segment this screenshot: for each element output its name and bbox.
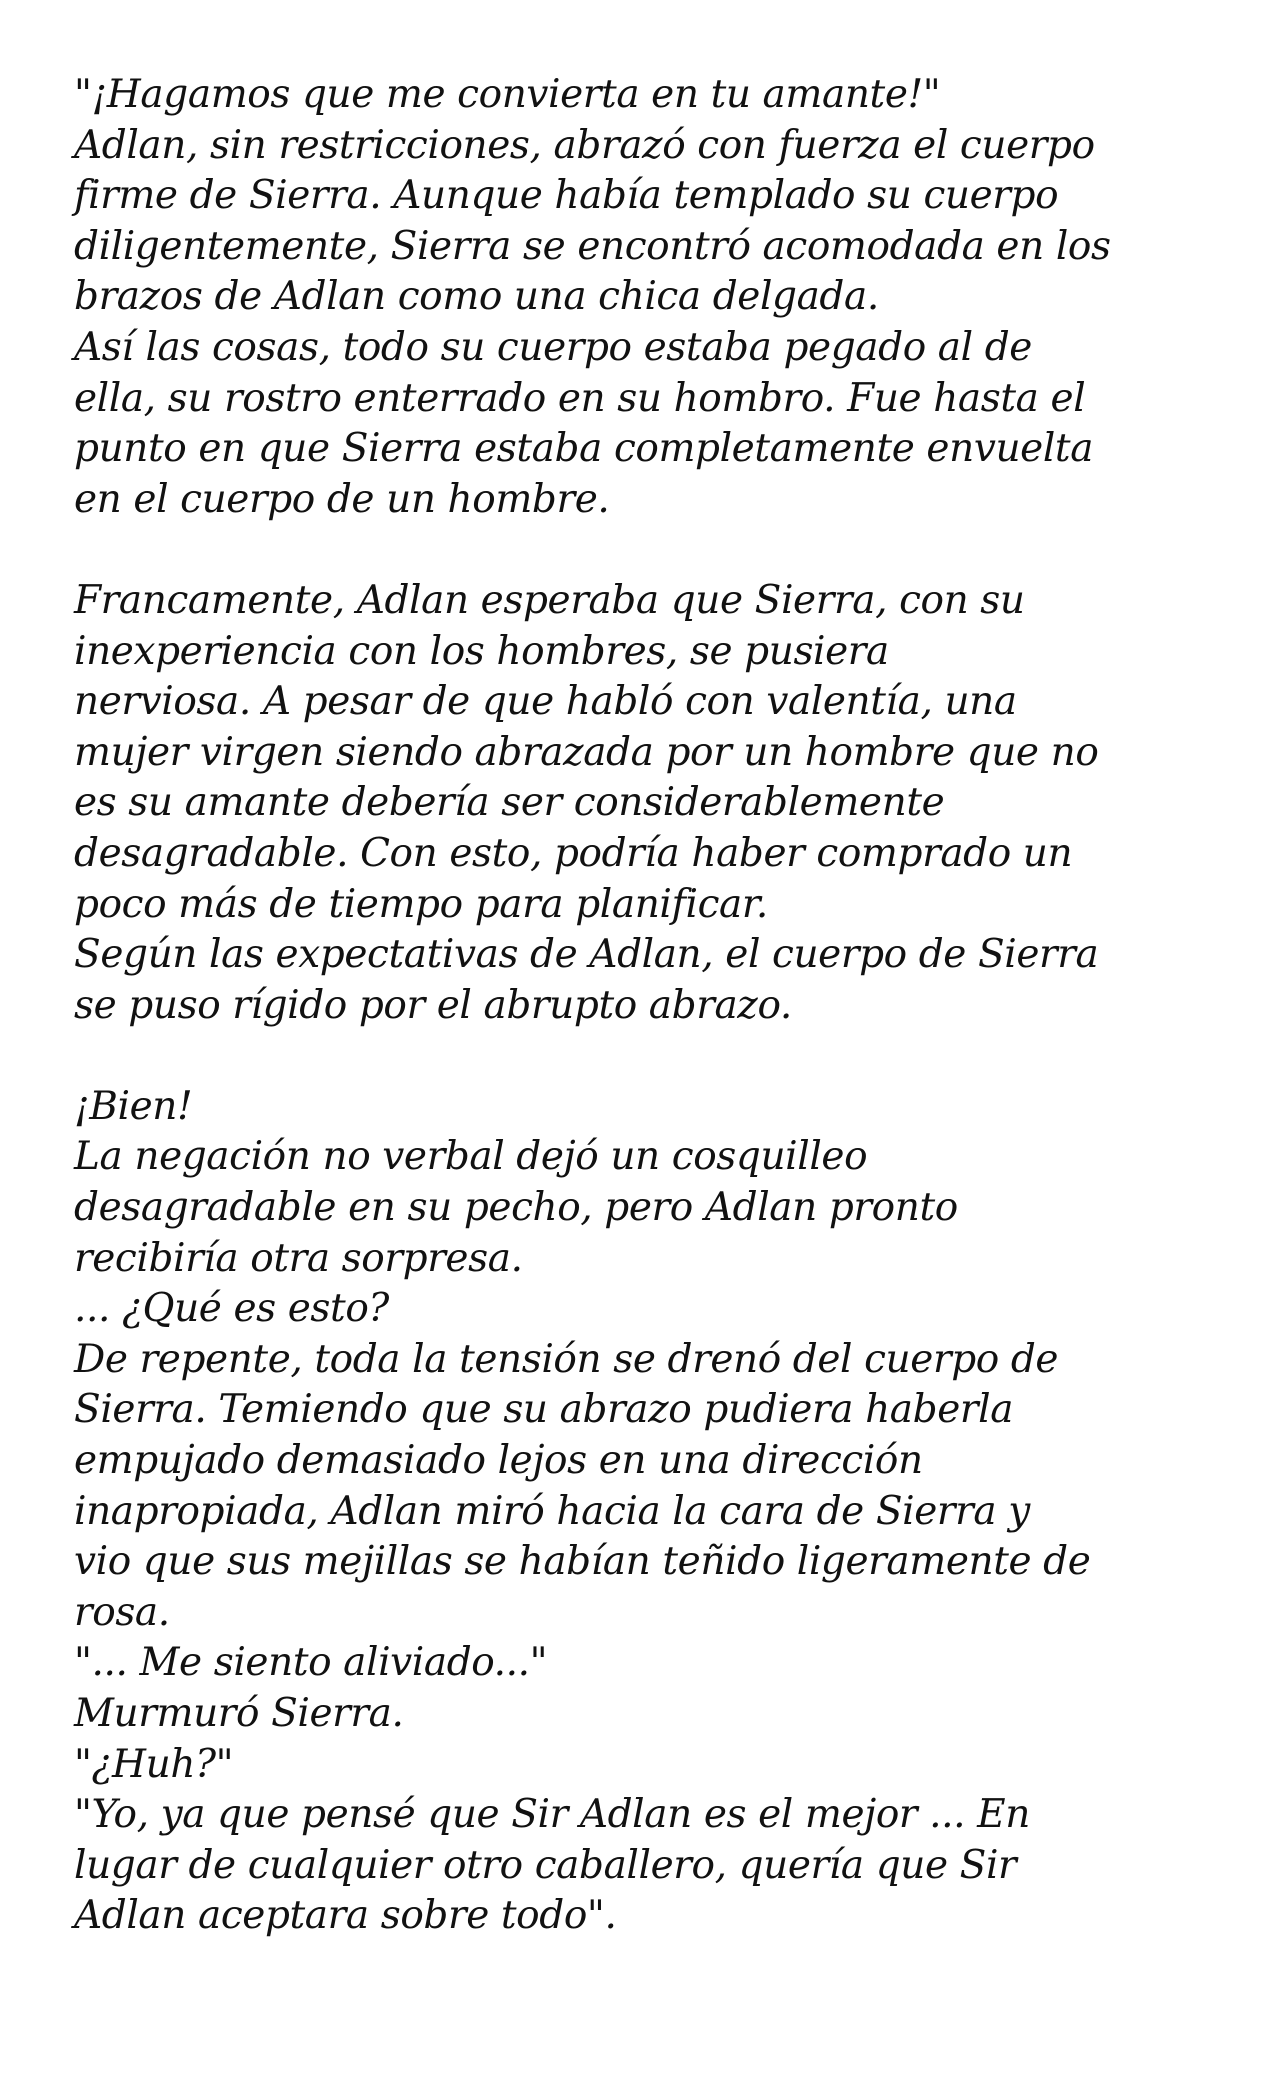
text-line: lugar de cualquier otro caballero, quería que Sir xyxy=(74,1842,1017,1888)
text-line: diligentemente, Sierra se encontró acomodada en los xyxy=(74,223,1111,269)
text-line: Sierra. Temiendo que su abrazo pudiera haberla xyxy=(74,1387,1014,1433)
paragraph-3 xyxy=(74,1082,1224,1942)
text-line: recibiría otra sorpresa. xyxy=(74,1235,523,1281)
text-line: Adlan aceptara sobre todo". xyxy=(74,1893,617,1939)
text-line: punto en que Sierra estaba completamente envuelta xyxy=(74,426,1094,472)
text-line: Francamente, Adlan esperaba que Sierra, con su xyxy=(74,577,1025,623)
text-line: desagradable en su pecho, pero Adlan pronto xyxy=(74,1185,958,1231)
text-line: Murmuró Sierra. xyxy=(74,1691,404,1736)
text-line: Adlan, sin restricciones, abrazó con fuerza el cuerpo xyxy=(74,122,1095,168)
text-line: se puso rígido por el abrupto abrazo. xyxy=(74,982,792,1028)
text-line: De repente, toda la tensión se drenó del cuerpo de xyxy=(74,1336,1059,1382)
text-line: "... Me siento aliviado..." xyxy=(74,1640,548,1686)
text-line: es su amante debería ser considerablemente xyxy=(74,780,945,826)
text-line: "¿Huh?" xyxy=(74,1741,234,1787)
text-line: mujer virgen siendo abrazada por un hombre que no xyxy=(74,729,1099,775)
text-line: en el cuerpo de un hombre. xyxy=(74,476,610,522)
text-line: rosa. xyxy=(74,1589,170,1635)
text-line: vio que sus mejillas se habían teñido ligeramente de xyxy=(74,1539,1091,1585)
text-line: nerviosa. A pesar de que habló con valentía, una xyxy=(74,679,1017,725)
text-line: "Yo, ya que pensé que Sir Adlan es el mejor ... En xyxy=(74,1792,1030,1838)
text-line: empujado demasiado lejos en una dirección xyxy=(74,1438,923,1484)
paragraph-gap xyxy=(74,1031,1224,1082)
document-page xyxy=(74,70,1224,1942)
text-line: firme de Sierra. Aunque había templado su cuerpo xyxy=(74,173,1059,219)
text-line: poco más de tiempo para planificar. xyxy=(74,881,768,927)
paragraph-2 xyxy=(74,576,1224,1031)
text-line: inapropiada, Adlan miró hacia la cara de Sierra y xyxy=(74,1488,1030,1534)
text-line: Según las expectativas de Adlan, el cuerpo de Sierra xyxy=(74,932,1099,978)
text-line: brazos de Adlan como una chica delgada. xyxy=(74,274,879,320)
text-line: ... ¿Qué es esto? xyxy=(74,1286,389,1332)
text-line: desagradable. Con esto, podría haber comprado un xyxy=(74,830,1073,876)
text-line: "¡Hagamos que me convierta en tu amante!" xyxy=(74,72,941,117)
text-line: ella, su rostro enterrado en su hombro. Fue hasta el xyxy=(74,375,1086,421)
text-line: ¡Bien! xyxy=(74,1083,193,1129)
text-line: Así las cosas, todo su cuerpo estaba pegado al de xyxy=(74,324,1032,370)
text-line: inexperiencia con los hombres, se pusiera xyxy=(74,628,889,674)
paragraph-1 xyxy=(74,70,1224,525)
text-line: La negación no verbal dejó un cosquilleo xyxy=(74,1134,868,1180)
paragraph-gap xyxy=(74,525,1224,576)
